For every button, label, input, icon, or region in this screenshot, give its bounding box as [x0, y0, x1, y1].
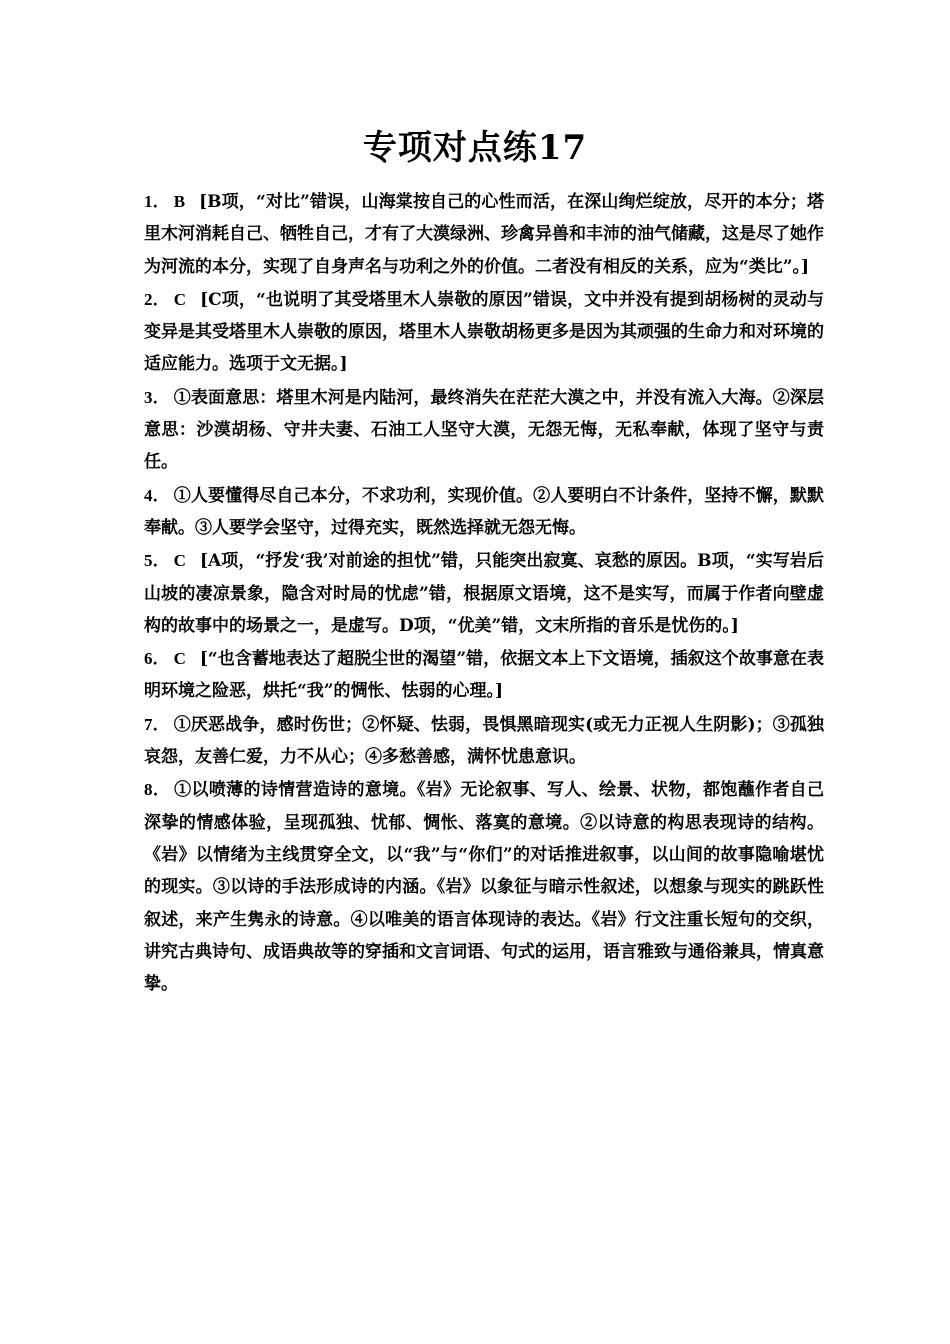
item-answer: B — [173, 192, 186, 211]
item-number: 6． — [144, 649, 170, 669]
item-number: 7． — [144, 714, 170, 734]
item-answer: C — [173, 649, 186, 669]
answer-item-3 — [144, 382, 824, 479]
item-number: 3． — [144, 387, 170, 407]
answer-item-6 — [144, 643, 824, 708]
item-text: [A项，“抒发‘我’对前途的担忧”错，只能突出寂寞、哀愁的原因。B项，“实写岩后山坡的凄凉景象，隐含对时局的忧虑”错，根据原文语境，这不是实写，而属于作者向壁虚构的故事中的场景之一，是虚写。D项，“优美”错，文末所指的音乐是忧伤的。] — [144, 551, 824, 636]
answer-item-7 — [144, 709, 824, 774]
item-text: ①以喷薄的诗情营造诗的意境。《岩》无论叙事、写人、绘景、状物，都饱蘸作者自己深挚的情感体验，呈现孤独、忧郁、惆怅、落寞的意境。②以诗意的构思表现诗的结构。《岩》以情绪为主线贯穿全文，以“我”与“你们”的对话推进叙事，以山间的故事隐喻堪忧的现实。③以诗的手法形成诗的内涵。《岩》以象征与暗示性叙述，以想象与现实的跳跃性叙述，来产生隽永的诗意。④以唯美的语言体现诗的表达。《岩》行文注重长短句的交织，讲究古典诗句、成语典故等的穿插和文言词语、句式的运用，语言雅致与通俗兼具，情真意挚。 — [144, 780, 825, 995]
item-number: 5． — [144, 551, 170, 571]
answer-item-8 — [144, 774, 824, 1000]
item-text: ①人要懂得尽自己本分，不求功利，实现价值。②人要明白不计条件，坚持不懈，默默奉献。③人要学会坚守，过得充实，既然选择就无怨无悔。 — [144, 485, 825, 538]
answer-item-4 — [144, 480, 824, 545]
item-answer: C — [173, 551, 186, 571]
item-number: 8． — [144, 780, 171, 800]
item-text: [B项，“对比”错误，山海棠按自己的心性而活，在深山绚烂绽放，尽开的本分；塔里木河消耗自己、牺牲自己，才有了大漠绿洲、珍禽异兽和丰沛的油气储藏，这是尽了她作为河流的本分，实现了自身声名与功利之外的价值。二者没有相反的关系，应为“类比”。] — [144, 192, 825, 277]
item-number: 2． — [144, 289, 170, 309]
answer-item-5 — [144, 545, 824, 642]
answer-list — [144, 186, 824, 1000]
item-number: 1． — [144, 192, 170, 211]
answer-item-1 — [144, 186, 824, 283]
item-text: [C项，“也说明了其受塔里木人崇敬的原因”错误，文中并没有提到胡杨树的灵动与变异是其受塔里木人崇敬的原因，塔里木人崇敬胡杨更多是因为其顽强的生命力和对环境的适应能力。选项于文无据。] — [144, 289, 825, 375]
answer-item-2 — [144, 284, 824, 381]
item-answer: C — [173, 289, 187, 309]
item-number: 4． — [144, 485, 170, 505]
item-text: ①厌恶战争，感时伤世；②怀疑、怯弱，畏惧黑暗现实(或无力正视人生阴影)；③孤独哀怨，友善仁爱，力不从心；④多愁善感，满怀忧患意识。 — [144, 714, 824, 768]
item-text: [“也含蓄地表达了超脱尘世的渴望”错，依据文本上下文语境，插叙这个故事意在表明环境之险恶，烘托“我”的惆怅、怯弱的心理。] — [144, 649, 824, 702]
item-text: ①表面意思：塔里木河是内陆河，最终消失在茫茫大漠之中，并没有流入大海。②深层意思：沙漠胡杨、守井夫妻、石油工人坚守大漠，无怨无悔，无私奉献，体现了坚守与责任。 — [144, 387, 825, 473]
page-title: 专项对点练17 — [362, 128, 588, 168]
